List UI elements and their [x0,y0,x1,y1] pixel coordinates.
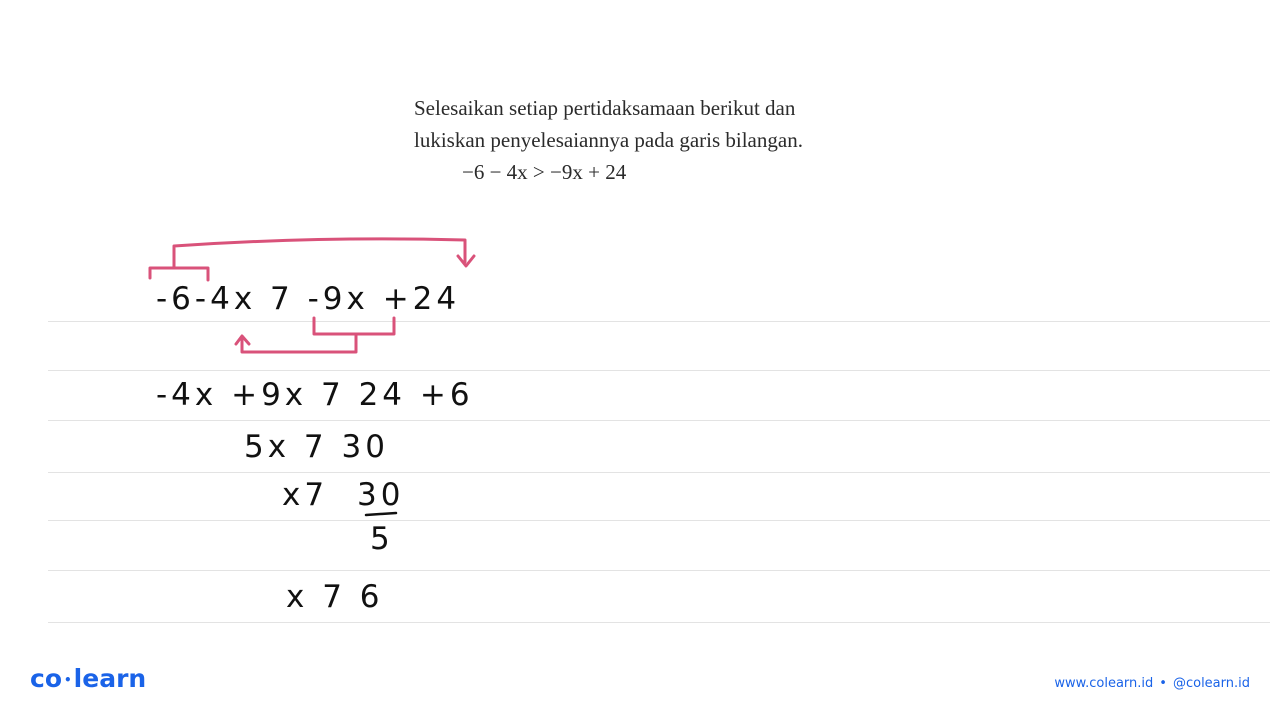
ruled-line [48,321,1270,322]
ruled-line [48,520,1270,521]
colearn-logo [30,664,146,693]
work-step-5: x 7 6 [286,579,384,615]
ruled-line [48,622,1270,623]
footer-links [1054,676,1250,691]
bottom-move-arrow [236,318,394,352]
work-step-2: -4x +9x 7 24 +6 [156,377,474,413]
logo-text-co: co [30,664,62,693]
ruled-line [48,420,1270,421]
work-step-4-numerator: 30 [357,477,405,513]
logo-dot: • [64,673,72,687]
ruled-line [48,472,1270,473]
top-move-arrow [150,239,474,280]
problem-line-2: lukiskan penyelesaiannya pada garis bilangan. [414,128,803,152]
work-step-4-denominator: 5 [370,521,394,557]
work-step-3: 5x 7 30 [244,429,389,465]
social-handle-link[interactable]: @colearn.id [1172,676,1250,691]
problem-expression: −6 − 4x > −9x + 24 [462,160,627,184]
footer-separator: • [1159,676,1167,691]
work-step-4-lhs: x7 [282,477,329,513]
ruled-line [48,570,1270,571]
logo-text-learn: learn [73,664,147,693]
problem-line-1: Selesaikan setiap pertidaksamaan berikut dan [414,96,796,120]
work-step-1: -6-4x 7 -9x +24 [156,281,461,317]
problem-statement [414,92,934,188]
website-link[interactable]: www.colearn.id [1054,676,1154,691]
fraction-bar [366,513,396,515]
ruled-line [48,370,1270,371]
